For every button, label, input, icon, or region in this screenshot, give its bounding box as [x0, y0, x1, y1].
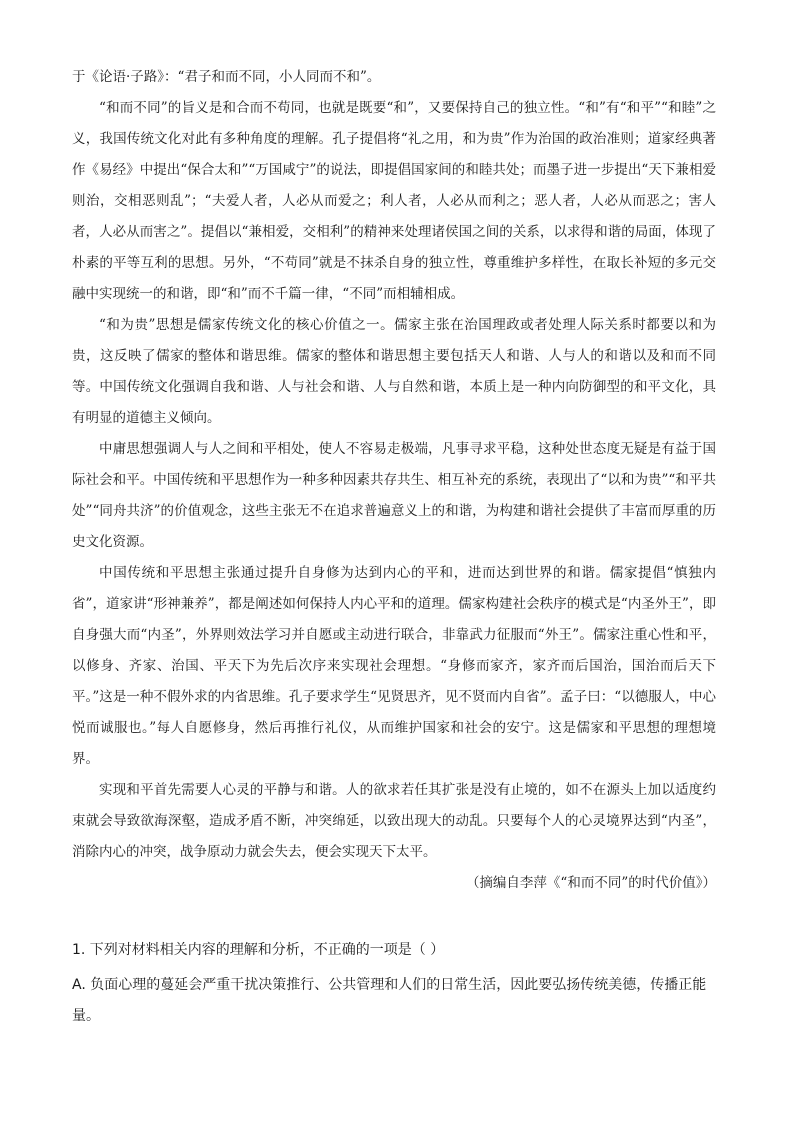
article-paragraph-4: 中庸思想强调人与人之间和平相处，使人不容易走极端，凡事寻求平稳，这种处世态度无疑是有益于国际社会和平。中国传统和平思想作为一种多种因素共存共生、相互补充的系统，表现出了“以和为贵”“和平共处”“同舟共济”的价值观念，这些主张无不在追求普遍意义上的和谐，为构建和谐社会提供了丰富而厚重的历史文化资源。	[72, 441, 716, 550]
article-paragraph-5: 中国传统和平思想主张通过提升自身修为达到内心的平和，进而达到世界的和谐。儒家提倡“慎独内省”，道家讲“形神兼养”，都是阐述如何保持人内心平和的道理。儒家构建社会秩序的模式是“内圣外王”，即自身强大而“内圣”，外界则效法学习并自愿或主动进行联合，非靠武力征服而“外王”。儒家注重心性和平，以修身、齐家、治国、平天下为先后次序来实现社会理想。“身修而家齐，家齐而后国治，国治而后天下平。”这是一种不假外求的内省思维。孔子要求学生“见贤思齐，见不贤而内自省”。孟子曰：“以德服人，中心悦而诚服也。”每人自愿修身，然后再推行礼仪，从而维护国家和社会的安宁。这是儒家和平思想的理想境界。	[72, 565, 716, 767]
article-paragraph-3: “和为贵”思想是儒家传统文化的核心价值之一。儒家主张在治国理政或者处理人际关系时都要以和为贵，这反映了儒家的整体和谐思维。儒家的整体和谐思想主要包括天人和谐、人与人的和谐以及和而不同等。中国传统文化强调自我和谐、人与社会和谐、人与自然和谐，本质上是一种内向防御型的和平文化，具有明显的道德主义倾向。	[72, 317, 716, 426]
article-paragraph-2: “和而不同”的旨义是和合而不苟同，也就是既要“和”，又要保持自己的独立性。“和”有“和平”“和睦”之义，我国传统文化对此有多种角度的理解。孔子提倡将“礼之用，和为贵”作为治国的政治准则；道家经典著作《易经》中提出“保合太和”“万国咸宁”的说法，即提倡国家间的和睦共处；而墨子进一步提出“天下兼相爱则治，交相恶则乱”；“夫爱人者，人必从而爱之；利人者，人必从而利之；恶人者，人必从而恶之；害人者，人必从而害之”。提倡以“兼相爱，交相利”的精神来处理诸侯国之间的关系，以求得和谐的局面，体现了朴素的平等互利的思想。另外，“不苟同”就是不抹杀自身的独立性，尊重维护多样性，在取长补短的多元交融中实现统一的和谐，即“和”而不千篇一律，“不同”而相辅相成。	[72, 100, 716, 302]
article-paragraph-6: 实现和平首先需要人心灵的平静与和谐。人的欲求若任其扩张是没有止境的，如不在源头上加以适度约束就会导致欲海深壑，造成矛盾不断，冲突绵延，以致出现大的动乱。只要每个人的心灵境界达到“内圣”，消除内心的冲突，战争原动力就会失去，便会实现天下太平。	[72, 782, 716, 860]
article-paragraph-1: 于《论语·子路》：“君子和而不同，小人同而不和”。	[72, 69, 381, 85]
question-stem: 1. 下列对材料相关内容的理解和分析，不正确的一项是（ ）	[72, 942, 445, 958]
question-option-a: A. 负面心理的蔓延会严重干扰决策推行、公共管理和人们的日常生活，因此要弘扬传统美德，传播正能量。	[72, 977, 707, 1024]
article-source: （摘编自李萍《“和而不同”的时代价值》）	[465, 875, 716, 891]
article-body	[72, 62, 716, 899]
question-block	[72, 935, 724, 1032]
